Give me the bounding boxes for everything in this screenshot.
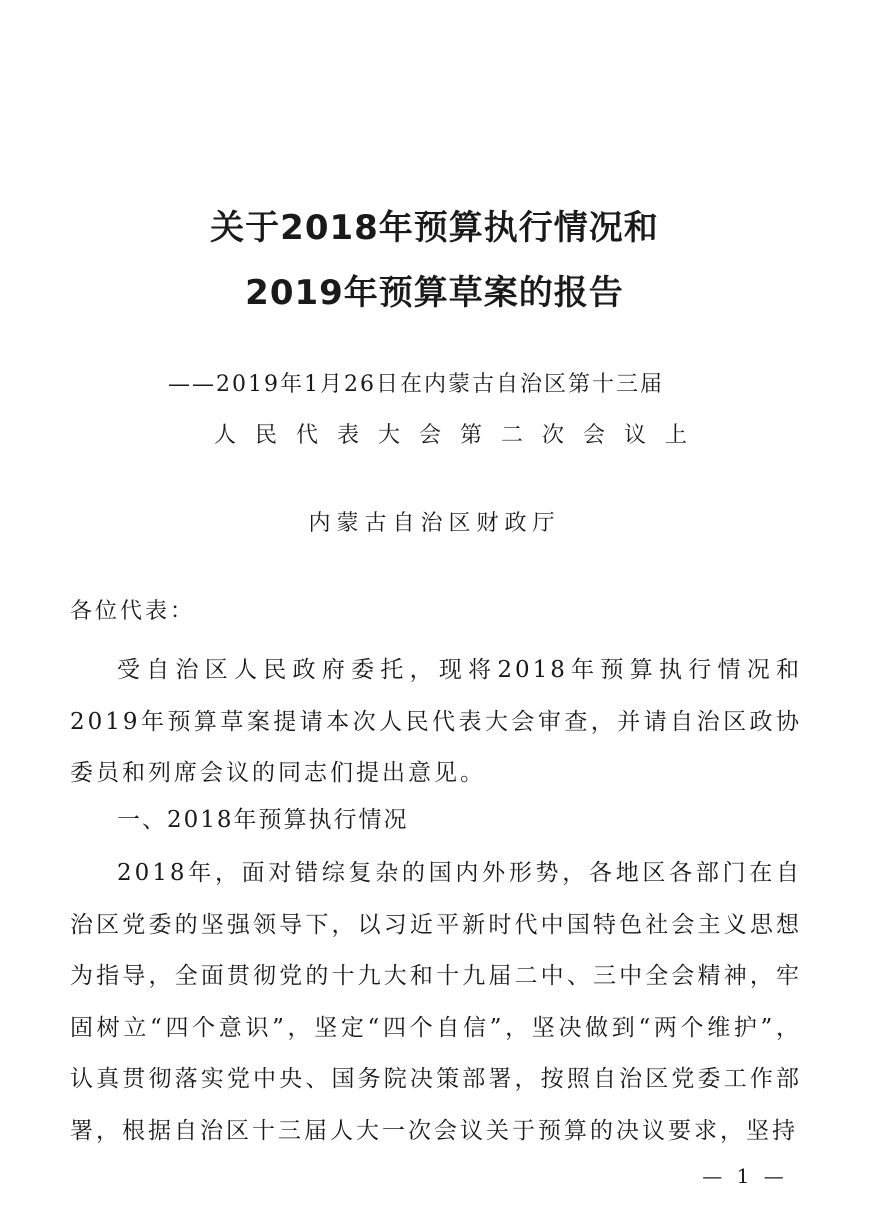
page-number: — 1 — bbox=[702, 1164, 788, 1188]
report-subtitle-line-2: 人民代表大会第二次会议上 bbox=[214, 423, 707, 448]
report-title-line-2: 2019年预算草案的报告 bbox=[245, 273, 624, 313]
intro-paragraph: 受自治区人民政府委托，现将2018年预算执行情况和2019年预算草案提请本次人民代表大会审查，并请自治区政协委员和列席会议的同志们提出意见。 bbox=[70, 657, 802, 786]
salutation: 各位代表： bbox=[70, 599, 196, 624]
issuing-department: 内蒙古自治区财政厅 bbox=[308, 511, 561, 536]
report-title-line-1: 关于2018年预算执行情况和 bbox=[210, 208, 659, 248]
report-subtitle-line-1: ——2019年1月26日在内蒙古自治区第十三届 bbox=[168, 372, 664, 397]
body-paragraph: 2018年，面对错综复杂的国内外形势，各地区各部门在自治区党委的坚强领导下，以习近平新时代中国特色社会主义思想为指导，全面贯彻党的十九大和十九届二中、三中全会精神，牢固树立“四个意识”，坚定“四个自信”，坚决做到“两个维护”，认真贯彻落实党中央、国务院决策部署，按照自治区党委工作部署，根据自治区十三届人大一次会议关于预算的决议要求，坚持 bbox=[70, 860, 802, 1144]
section-heading-1: 一、2018年预算执行情况 bbox=[117, 807, 409, 833]
